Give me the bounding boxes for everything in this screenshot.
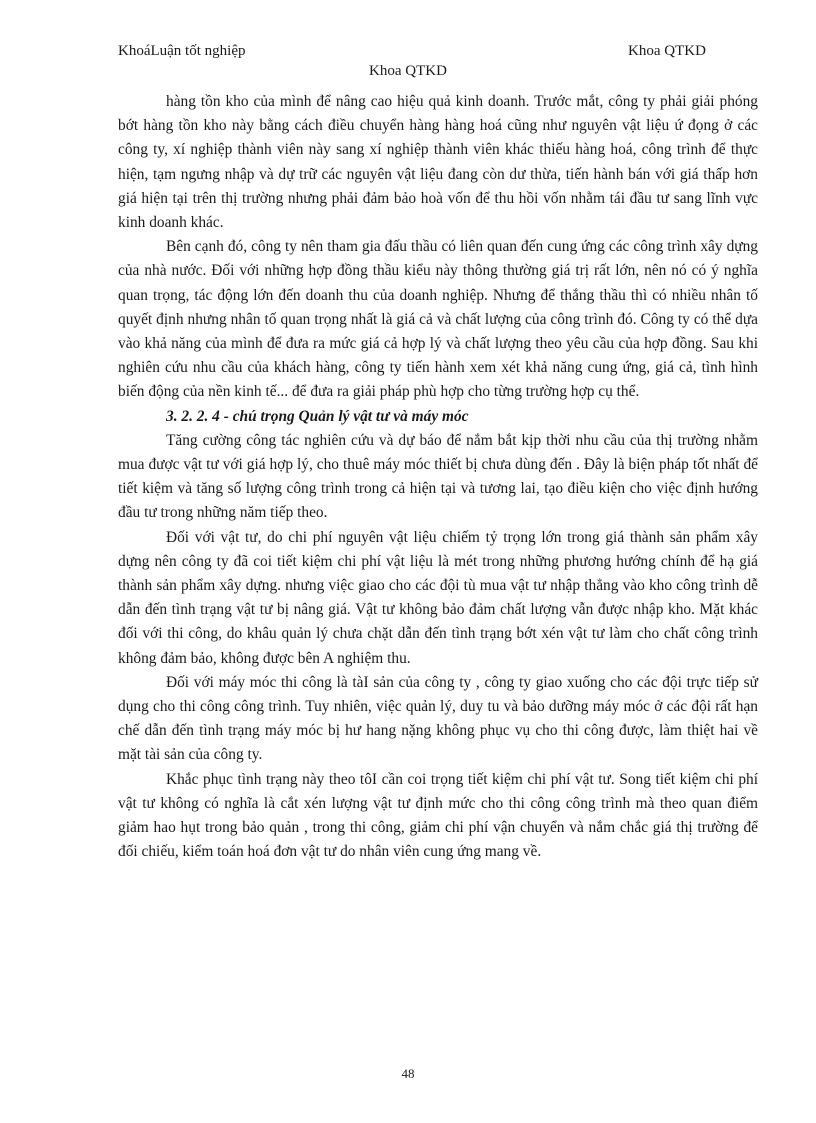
paragraph-1: hàng tồn kho của mình để nâng cao hiệu quả kinh doanh. Trước mắt, công ty phải giải phóng bớt hàng tồn kho này bằng cách điều chuyển hàng hàng hoá cũng như nguyên vật liệu ứ đọng ở các công ty, xí nghiệp thành viên này sang xí nghiệp thành viên khác thiếu hàng hoá, công trình để thực hiện, tạm ngưng nhập và dự trữ các nguyên vật liệu đang còn dư thừa, tiến hành bán với giá thấp hơn giá hiện tại trên thị trường nhưng phải đảm bảo hoà vốn để thu hồi vốn nhằm tái đầu tư sang lĩnh vực kinh doanh khác. <box>118 93 758 232</box>
document-body <box>118 90 758 865</box>
paragraph-6: Khắc phục tình trạng này theo tôI cần coi trọng tiết kiệm chi phí vật tư. Song tiết kiệm chi phí vật tư không có nghĩa là cắt xén lượng vật tư định mức cho thi công công trình mà theo quan điểm giảm hao hụt trong bảo quản , trong thi công, giảm chi phí vận chuyển và nắm chắc giá thị trường để đối chiếu, kiểm toán hoá đơn vật tư do nhân viên cung ứng mang về. <box>118 770 758 861</box>
paragraph-2: Bên cạnh đó, công ty nên tham gia đấu thầu có liên quan đến cung ứng các công trình xây dựng của nhà nước. Đối với những hợp đồng thầu kiểu này thông thường giá trị rất lớn, nên nó có ý nghĩa quan trọng, tác động lớn đến doanh thu của doanh nghiệp. Nhưng để thắng thầu thì có nhiều nhân tố quyết định nhưng nhân tố quan trọng nhất là giá cả và chất lượng của công trình đó. Công ty có thể dựa vào khả năng của mình để đưa ra mức giá cả hợp lý và chất lượng theo yêu cầu của hợp đồng. Sau khi nghiên cứu nhu cầu của khách hàng, công ty tiến hành xem xét khả năng cung ứng, giá cả, tình hình biến động của nền kinh tế... để đưa ra giải pháp phù hợp cho từng trường hợp cụ thể. <box>118 238 758 401</box>
page-number: 48 <box>401 1066 415 1081</box>
paragraph-3: Tăng cường công tác nghiên cứu và dự báo để nắm bắt kịp thời nhu cầu của thị trường nhằm mua được vật tư với giá hợp lý, cho thuê máy móc thiết bị chưa dùng đến . Đây là biện pháp tốt nhất để tiết kiệm và tăng số lượng công trình trong cả hiện tại và tương lai, tạo điều kiện cho việc định hướng đầu tư trong những năm tiếp theo. <box>118 431 758 522</box>
header-right-title: Khoa QTKD <box>628 43 706 59</box>
paragraph-5: Đối với máy móc thi công là tàI sản của công ty , công ty giao xuống cho các đội trực tiếp sử dụng cho thi công công trình. Tuy nhiên, việc quản lý, duy tu và bảo dưỡng máy móc ở các đội rất hạn chế dẫn đến tình trạng máy móc bị hư hang nặng không phục vụ cho thi công được, làm thiệt hai về mặt tài sản của công ty. <box>118 673 758 764</box>
paragraph-4: Đối với vật tư, do chi phí nguyên vật liệu chiếm tỷ trọng lớn trong giá thành sản phẩm xây dựng nên công ty đã coi tiết kiệm chi phí vật liệu là mét trong những phương hướng chính để hạ giá thành sản phẩm xây dựng. nhưng việc giao cho các đội tù mua vật tư nhập thẳng vào kho công trình dễ dẫn đến tình trạng vật tư bị nâng giá. Vật tư không bảo đảm chất lượng vẫn được nhập kho. Mặt khác đối với thi công, do khâu quản lý chưa chặt dẫn đến tình trạng bớt xén vật tư làm cho chất công trình không đảm bảo, không được bên A nghiệm thu. <box>118 528 758 667</box>
header-center-title: Khoa QTKD <box>369 63 447 79</box>
section-heading: 3. 2. 2. 4 - chú trọng Quản lý vật tư và máy móc <box>166 407 469 425</box>
header-left-title: KhoáLuận tốt nghiệp <box>118 43 246 59</box>
